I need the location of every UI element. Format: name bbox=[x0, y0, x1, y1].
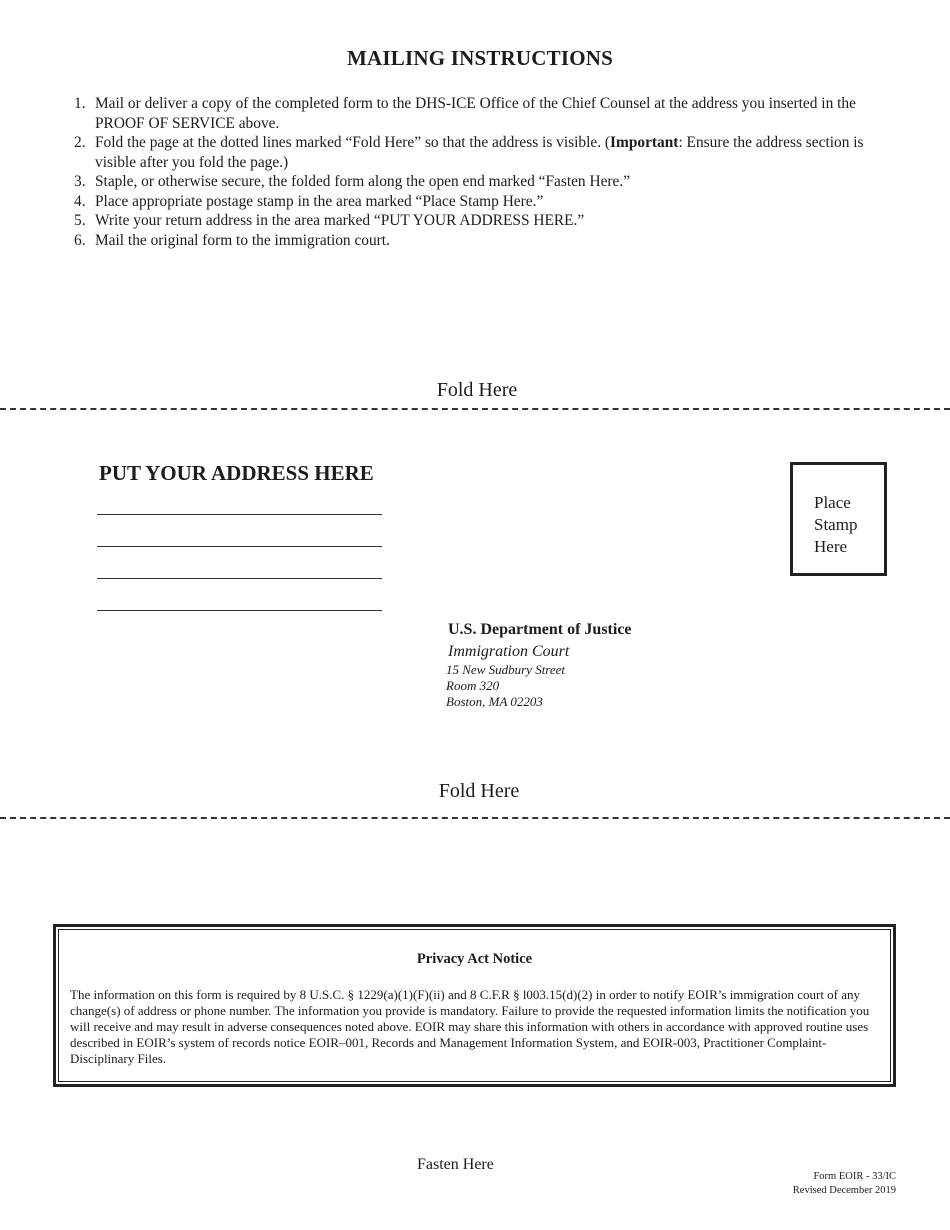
instruction-text: Mail or deliver a copy of the completed form to the DHS-ICE Office of the Chief Counsel at the address you inserted in the PROOF OF SERVICE above. bbox=[95, 95, 856, 132]
instruction-item bbox=[72, 172, 902, 192]
instruction-item bbox=[72, 211, 902, 231]
return-address-line bbox=[97, 546, 382, 547]
stamp-label bbox=[814, 492, 857, 558]
privacy-act-body: The information on this form is required by 8 U.S.C. § 1229(a)(1)(F)(ii) and 8 C.F.R § l003.15(d)(2) in order to notify EOIR’s immigration court of any change(s) of address or phone number. The information you provide is mandatory. Failure to provide the requested information limits the notification you will receive and may result in adverse consequences noted above. EOIR may share this information with others in accordance with approved routine uses described in EOIR’s system of records notice EOIR–001, Records and Management Information System, and EOIR-003, Practitioner Complaint-Disciplinary Files. bbox=[70, 987, 870, 1066]
instruction-text: : Ensure the address section is visible after you fold the page.) bbox=[95, 134, 864, 171]
return-address-line bbox=[97, 578, 382, 579]
return-address-line bbox=[97, 514, 382, 515]
instruction-number: 6. bbox=[74, 231, 86, 249]
instruction-number: 3. bbox=[74, 173, 86, 190]
instruction-number: 5. bbox=[74, 212, 86, 229]
important-label: Important bbox=[610, 134, 679, 151]
instruction-text: Fold the page at the dotted lines marked “Fold Here” so that the address is visible. ( bbox=[95, 134, 611, 151]
privacy-act-title: Privacy Act Notice bbox=[416, 951, 533, 967]
recipient-department: U.S. Department of Justice bbox=[448, 621, 632, 638]
return-address-line bbox=[97, 610, 382, 611]
instruction-item bbox=[72, 133, 902, 172]
instruction-number: 2. bbox=[74, 134, 86, 151]
instruction-number: 1. bbox=[74, 95, 86, 112]
form-number: Form EOIR - 33/IC bbox=[813, 1171, 896, 1182]
instruction-text: Write your return address in the area marked “PUT YOUR ADDRESS HERE.” bbox=[95, 212, 585, 229]
instruction-text: Mail the original form to the immigration court. bbox=[95, 231, 390, 249]
instruction-text: Place appropriate postage stamp in the area marked “Place Stamp Here.” bbox=[95, 192, 544, 210]
page-title: MAILING INSTRUCTIONS bbox=[347, 46, 613, 70]
stamp-label-line: Place bbox=[814, 493, 851, 512]
fold-line-top bbox=[0, 408, 950, 410]
stamp-box bbox=[790, 462, 887, 576]
instruction-item bbox=[72, 94, 902, 133]
privacy-act-notice-box bbox=[53, 924, 896, 1087]
fold-here-label-top: Fold Here bbox=[436, 379, 518, 401]
fold-line-bottom bbox=[0, 817, 950, 819]
recipient-room: Room 320 bbox=[446, 678, 500, 693]
stamp-label-line: Stamp bbox=[814, 515, 858, 534]
recipient-city: Boston, MA 02203 bbox=[446, 694, 543, 709]
instruction-text: Staple, or otherwise secure, the folded form along the open end marked “Fasten Here.” bbox=[95, 173, 631, 190]
instruction-item bbox=[72, 192, 902, 212]
form-revision-date: Revised December 2019 bbox=[792, 1185, 896, 1196]
stamp-label-line: Here bbox=[814, 537, 848, 556]
recipient-street: 15 New Sudbury Street bbox=[446, 662, 566, 677]
fold-here-label-bottom: Fold Here bbox=[438, 780, 520, 802]
instruction-item bbox=[72, 231, 902, 251]
return-address-heading: PUT YOUR ADDRESS HERE bbox=[99, 461, 374, 485]
instruction-number: 4. bbox=[74, 192, 86, 210]
mailing-instructions-list bbox=[72, 94, 902, 250]
fasten-here-label: Fasten Here bbox=[417, 1156, 494, 1173]
recipient-court: Immigration Court bbox=[448, 643, 570, 660]
privacy-inner-border bbox=[58, 929, 891, 1082]
